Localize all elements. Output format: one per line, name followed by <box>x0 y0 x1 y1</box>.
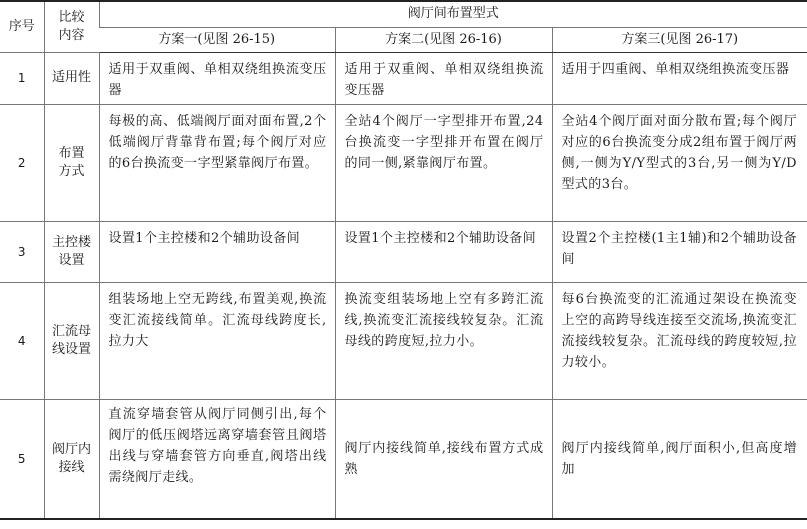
row-item <box>44 221 99 282</box>
plan1-header: 方案一(见图 26-15) <box>99 27 335 52</box>
row-number: 2 <box>0 104 44 221</box>
plan3-header: 方案三(见图 26-17) <box>552 27 807 52</box>
plan2-cell: 适用于双重阀、单相双绕组换流变压器 <box>335 52 552 104</box>
header-row-1 <box>0 1 807 27</box>
plan3-cell: 全站4个阀厅面对面分散布置;每个阀厅对应的6台换流变分成2组布置于阀厅两侧,一侧为Y/Y型式的3台,另一侧为Y/D型式的3台。 <box>552 104 807 221</box>
row-number: 3 <box>0 221 44 282</box>
plan1-cell: 每极的高、低端阀厅面对面布置,2个低端阀厅背靠背布置;每个阀厅对应的6台换流变一字型紧靠阀厅布置。 <box>99 104 335 221</box>
table-row <box>0 282 807 399</box>
row-item <box>44 399 99 519</box>
compare-header <box>44 1 99 52</box>
row-item-text: 阀厅内接线 <box>51 441 91 475</box>
table-row <box>0 221 807 282</box>
row-item-text: 汇流母线设置 <box>51 323 91 357</box>
table-row <box>0 399 807 519</box>
plan3-cell: 适用于四重阀、单相双绕组换流变压器 <box>552 52 807 104</box>
plan3-cell: 每6台换流变的汇流通过架设在换流变上空的高跨导线连接至交流场,换流变汇流接线较复杂。汇流母线的跨度较短,拉力较小。 <box>552 282 807 399</box>
plan2-cell: 换流变组装场地上空有多跨汇流线,换流变汇流接线较复杂。汇流母线的跨度短,拉力小。 <box>335 282 552 399</box>
header-row-2 <box>0 27 807 52</box>
row-item-text: 主控楼设置 <box>51 234 91 268</box>
plan1-cell: 设置1个主控楼和2个辅助设备间 <box>99 221 335 282</box>
row-number: 5 <box>0 399 44 519</box>
plan2-cell: 全站4个阀厅一字型排开布置,24台换流变一字型排开布置在阀厅的同一侧,紧靠阀厅布置。 <box>335 104 552 221</box>
row-item <box>44 104 99 221</box>
row-item-text: 适用性 <box>51 70 91 85</box>
table-row <box>0 104 807 221</box>
plan2-cell: 设置1个主控楼和2个辅助设备间 <box>335 221 552 282</box>
plan1-cell: 组装场地上空无跨线,布置美观,换流变汇流接线简单。汇流母线跨度长,拉力大 <box>99 282 335 399</box>
layout-type-header: 阀厅间布置型式 <box>99 1 807 27</box>
plan3-cell: 设置2个主控楼(1主1辅)和2个辅助设备间 <box>552 221 807 282</box>
row-item-text: 布置方式 <box>58 145 85 179</box>
plan2-header: 方案二(见图 26-16) <box>335 27 552 52</box>
row-item <box>44 282 99 399</box>
seq-header: 序号 <box>0 1 44 52</box>
plan3-cell: 阀厅内接线简单,阀厅面积小,但高度增加 <box>552 399 807 519</box>
row-number: 4 <box>0 282 44 399</box>
plan2-cell: 阀厅内接线简单,接线布置方式成熟 <box>335 399 552 519</box>
row-item <box>44 52 99 104</box>
row-number: 1 <box>0 52 44 104</box>
plan1-cell: 直流穿墙套管从阀厅同侧引出,每个阀厅的低压阀塔远离穿墙套管且阀塔出线与穿墙套管方向垂直,阀塔出线需绕阀厅走线。 <box>99 399 335 519</box>
table-row <box>0 52 807 104</box>
compare-header-text: 比较内容 <box>58 9 85 43</box>
plan1-cell: 适用于双重阀、单相双绕组换流变压器 <box>99 52 335 104</box>
